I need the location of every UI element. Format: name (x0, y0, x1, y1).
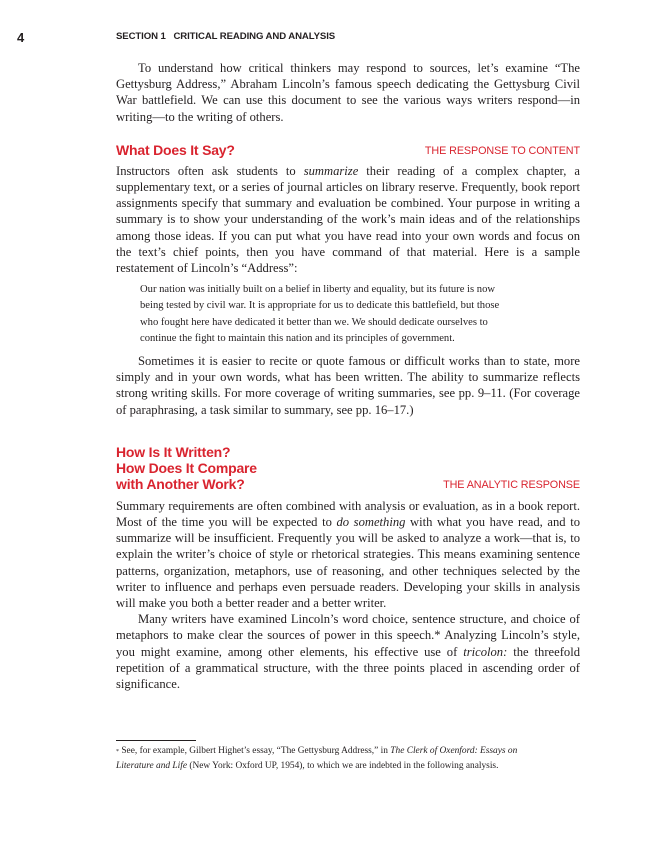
analysis-paragraph: Summary requirements are often combined with analysis or evaluation, as in a book report. Most of the time you will be expected to do something with what you have read, and to summarize will be insufficient. Frequently you will be asked to analyze a work—that is, to explain the writer’s choice of style or rhetorical strategies. This means examining sentence patterns, organization, metaphors, use of reasoning, and other techniques selected by the writer to influence and perhaps even persuade readers. Developing your skills in analysis will make you both a better reader and a better writer. (116, 498, 580, 611)
running-head: SECTION 1 CRITICAL READING AND ANALYSIS (116, 31, 336, 42)
tricolon-paragraph: Many writers have examined Lincoln’s word choice, sentence structure, and choice of metaphors to make clear the sources of power in this speech.* Analyzing Lincoln’s style, you might examine, among other elements, his effective use of tricolon: the threefold repetition of a grammatical structure, with the three points placed in ascending order of significance. (116, 612, 580, 692)
section-title: What Does It Say? (116, 141, 235, 158)
page-number: 4 (17, 30, 25, 45)
main-content (116, 60, 580, 692)
blockquote-line: who fought here have dedicated it better than we. We should dedicate ourselves to (140, 316, 488, 328)
blockquote-line: being tested by civil war. It is appropriate for us to dedicate this battlefield, but those (140, 300, 500, 312)
summary-paragraph: Instructors often ask students to summarize their reading of a complex chapter, a supplementary text, or a series of journal articles on library reserve. Frequently, book report assignments specify that summary and evaluation be combined. Your purpose in writing a summary is to show your understanding of the work’s main ideas and of the relationships among those ideas. If you can put what you have read into your own words and focus on the text’s chief points, then you have command of that material. Here is a sample restatement of Lincoln’s “Address”: (116, 163, 580, 276)
section-label: THE ANALYTIC RESPONSE (443, 478, 580, 491)
section-heading-how-is-it-written (116, 444, 580, 492)
section-heading-what-does-it-say (116, 142, 580, 158)
footnote-line: * See, for example, Gilbert Highet’s essay, “The Gettysburg Address,” in The Clerk of Oxenford: Essays on (116, 746, 518, 756)
blockquote-line: continue the fight to maintain this nation and its principles of government. (140, 332, 455, 344)
section-label: THE RESPONSE TO CONTENT (424, 144, 580, 157)
intro-paragraph: To understand how critical thinkers may respond to sources, let’s examine “The Gettysburg Address,” Abraham Lincoln’s famous speech dedicating the Gettysburg Civil War battlefield. We can use this document to see the various ways writers respond—in writing—to the writing of others. (116, 61, 580, 124)
footnote-divider (116, 740, 196, 741)
blockquote-line: Our nation was initially built on a belief in liberty and equality, but its future is now (140, 284, 496, 296)
footnote-line: Literature and Life (New York: Oxford UP, 1954), to which we are indebted in the following analysis. (116, 760, 499, 771)
lincoln-summary-blockquote (140, 282, 560, 347)
summarize-skills-paragraph: Sometimes it is easier to recite or quote famous or difficult works than to state, more simply and in your own words, what has been written. The ability to summarize reflects strong writing skills. For more coverage of writing summaries, see pp. 9–11. (For coverage of paraphrasing, a task similar to summary, see pp. 16–17.) (116, 354, 580, 417)
section-title: How Is It Written? How Does It Compare with Another Work? (116, 443, 257, 492)
footnote (116, 744, 586, 773)
